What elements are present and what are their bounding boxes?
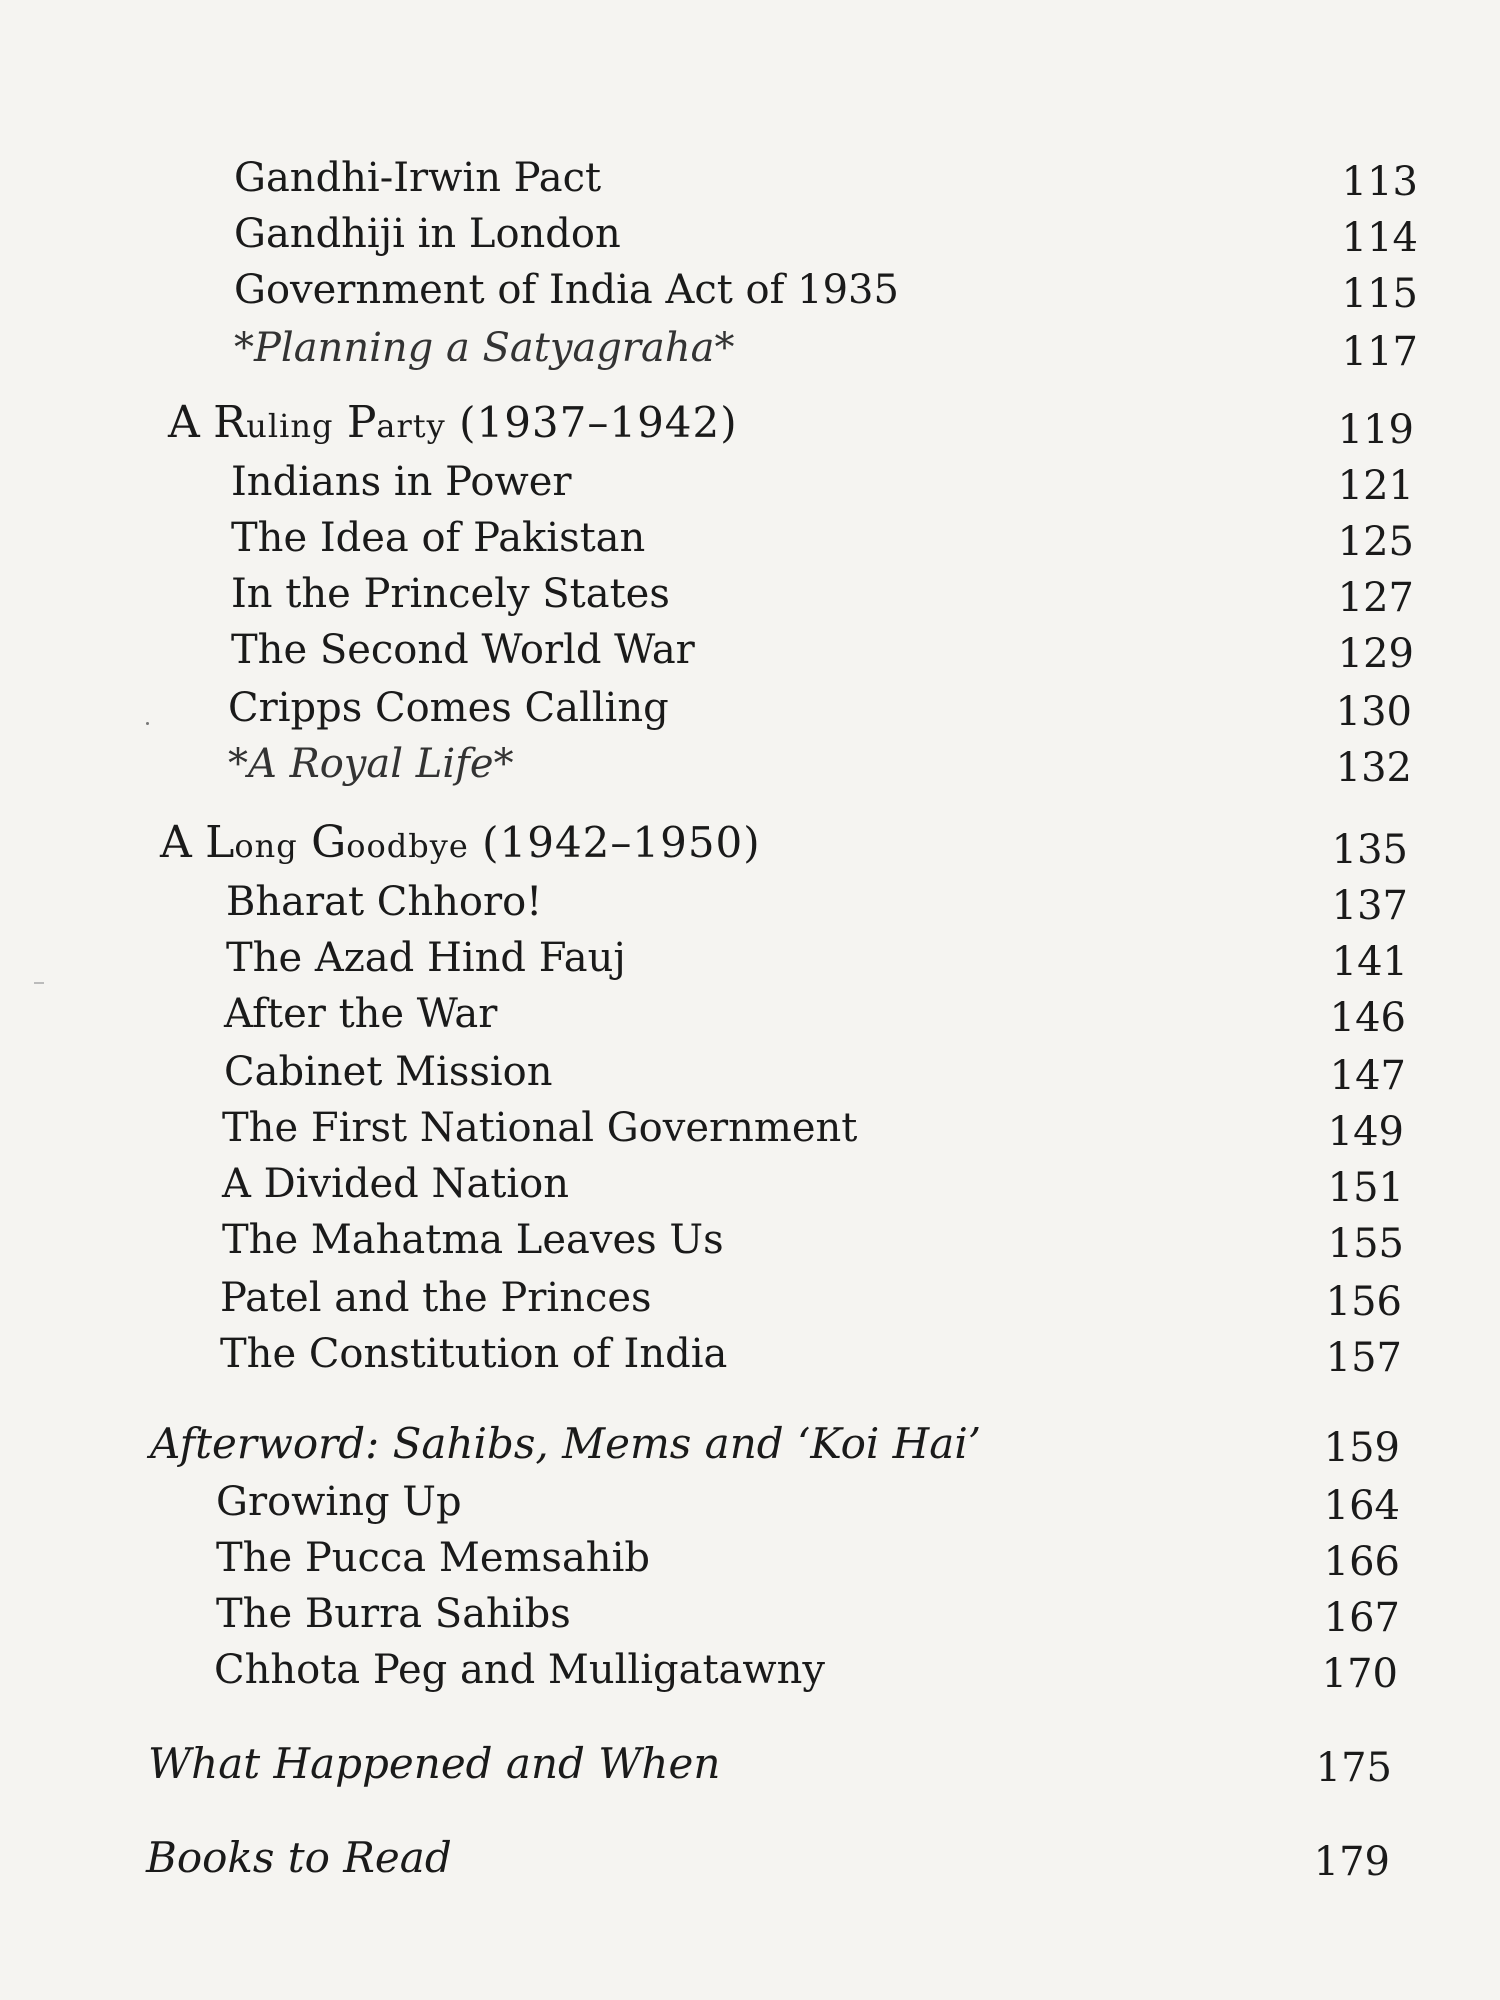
entry-title: Gandhi-Irwin Pact — [234, 155, 602, 201]
entry-title: Chhota Peg and Mulligatawny — [214, 1647, 825, 1693]
entry-page-number: 157 — [1325, 1335, 1402, 1381]
section-title: A Ruling Party (1937–1942) — [168, 397, 738, 448]
toc-entry-after-the-war[interactable] — [0, 986, 1500, 1046]
entry-page-number: 121 — [1337, 463, 1414, 509]
toc-entry-idea-of-pakistan[interactable] — [0, 510, 1500, 570]
toc-entry-first-national-government[interactable] — [0, 1100, 1500, 1160]
entry-page-number: 129 — [1337, 631, 1414, 677]
section-page-number: 119 — [1337, 407, 1414, 453]
toc-entry-a-royal-life[interactable] — [0, 736, 1500, 796]
entry-title: The Pucca Memsahib — [216, 1535, 650, 1581]
toc-entry-indians-in-power[interactable] — [0, 454, 1500, 514]
toc-entry-planning-a-satyagraha[interactable] — [0, 320, 1500, 380]
toc-entry-a-divided-nation[interactable] — [0, 1156, 1500, 1216]
entry-title: Gandhiji in London — [234, 211, 621, 257]
entry-title: *A Royal Life* — [228, 741, 514, 787]
entry-title: Government of India Act of 1935 — [234, 267, 899, 313]
entry-title: The First National Government — [222, 1105, 858, 1151]
entry-title: A Divided Nation — [222, 1161, 570, 1207]
entry-page-number: 125 — [1337, 519, 1414, 565]
entry-page-number: 127 — [1337, 575, 1414, 621]
entry-title: The Burra Sahibs — [216, 1591, 571, 1637]
entry-page-number: 113 — [1341, 159, 1418, 205]
toc-entry-azad-hind-fauj[interactable] — [0, 930, 1500, 990]
entry-title: In the Princely States — [231, 571, 670, 617]
toc-entry-growing-up[interactable] — [0, 1474, 1500, 1534]
toc-entry-constitution-of-india[interactable] — [0, 1326, 1500, 1386]
entry-title: *Planning a Satyagraha* — [234, 325, 735, 371]
section-title: Afterword: Sahibs, Mems and ‘Koi Hai’ — [150, 1419, 982, 1468]
toc-entry-pucca-memsahib[interactable] — [0, 1530, 1500, 1590]
entry-page-number: 167 — [1323, 1595, 1400, 1641]
toc-entry-mahatma-leaves-us[interactable] — [0, 1212, 1500, 1272]
section-page-number: 159 — [1323, 1425, 1400, 1471]
toc-section-a-ruling-party[interactable] — [0, 398, 1500, 458]
entry-title: After the War — [224, 991, 498, 1037]
entry-page-number: 156 — [1325, 1279, 1402, 1325]
toc-entry-second-world-war[interactable] — [0, 622, 1500, 682]
entry-page-number: 155 — [1327, 1221, 1404, 1267]
toc-section-afterword[interactable] — [0, 1416, 1500, 1476]
toc-entry-gandhi-irwin-pact[interactable] — [0, 150, 1500, 210]
toc-entry-gandhiji-in-london[interactable] — [0, 206, 1500, 266]
toc-entry-cripps-comes-calling[interactable] — [0, 680, 1500, 740]
section-page-number: 135 — [1331, 827, 1408, 873]
entry-title: The Azad Hind Fauj — [226, 935, 626, 981]
entry-title: Bharat Chhoro! — [226, 879, 543, 925]
entry-page-number: 141 — [1331, 939, 1408, 985]
entry-page-number: 114 — [1341, 215, 1418, 261]
entry-title: The Mahatma Leaves Us — [222, 1217, 724, 1263]
entry-title: Indians in Power — [231, 459, 572, 505]
toc-entry-chhota-peg[interactable] — [0, 1642, 1500, 1702]
entry-page-number: 151 — [1327, 1165, 1404, 1211]
toc-section-a-long-goodbye[interactable] — [0, 818, 1500, 878]
section-title: Books to Read — [146, 1833, 452, 1882]
toc-entry-princely-states[interactable] — [0, 566, 1500, 626]
toc-section-what-happened-and-when[interactable] — [0, 1736, 1500, 1796]
toc-entry-bharat-chhoro[interactable] — [0, 874, 1500, 934]
entry-title: The Second World War — [231, 627, 695, 673]
entry-title: Cabinet Mission — [224, 1049, 553, 1095]
scan-mark — [34, 982, 44, 984]
section-title: A Long Goodbye (1942–1950) — [160, 817, 761, 868]
entry-title: Cripps Comes Calling — [228, 685, 669, 731]
scan-speck — [146, 722, 149, 725]
entry-page-number: 166 — [1323, 1539, 1400, 1585]
entry-page-number: 132 — [1335, 745, 1412, 791]
entry-page-number: 130 — [1335, 689, 1412, 735]
entry-page-number: 147 — [1329, 1053, 1406, 1099]
entry-page-number: 137 — [1331, 883, 1408, 929]
entry-page-number: 115 — [1341, 271, 1418, 317]
entry-title: Patel and the Princes — [220, 1275, 652, 1321]
entry-page-number: 149 — [1327, 1109, 1404, 1155]
entry-page-number: 146 — [1329, 995, 1406, 1041]
entry-title: The Constitution of India — [220, 1331, 728, 1377]
toc-entry-burra-sahibs[interactable] — [0, 1586, 1500, 1646]
section-page-number: 179 — [1313, 1839, 1390, 1885]
entry-page-number: 117 — [1341, 329, 1418, 375]
entry-page-number: 170 — [1321, 1651, 1398, 1697]
section-title: What Happened and When — [148, 1739, 721, 1788]
toc-entry-cabinet-mission[interactable] — [0, 1044, 1500, 1104]
toc-entry-government-of-india-act[interactable] — [0, 262, 1500, 322]
entry-title: Growing Up — [216, 1479, 462, 1525]
toc-entry-patel-and-the-princes[interactable] — [0, 1270, 1500, 1330]
toc-section-books-to-read[interactable] — [0, 1830, 1500, 1890]
section-page-number: 175 — [1315, 1745, 1392, 1791]
entry-page-number: 164 — [1323, 1483, 1400, 1529]
entry-title: The Idea of Pakistan — [231, 515, 646, 561]
